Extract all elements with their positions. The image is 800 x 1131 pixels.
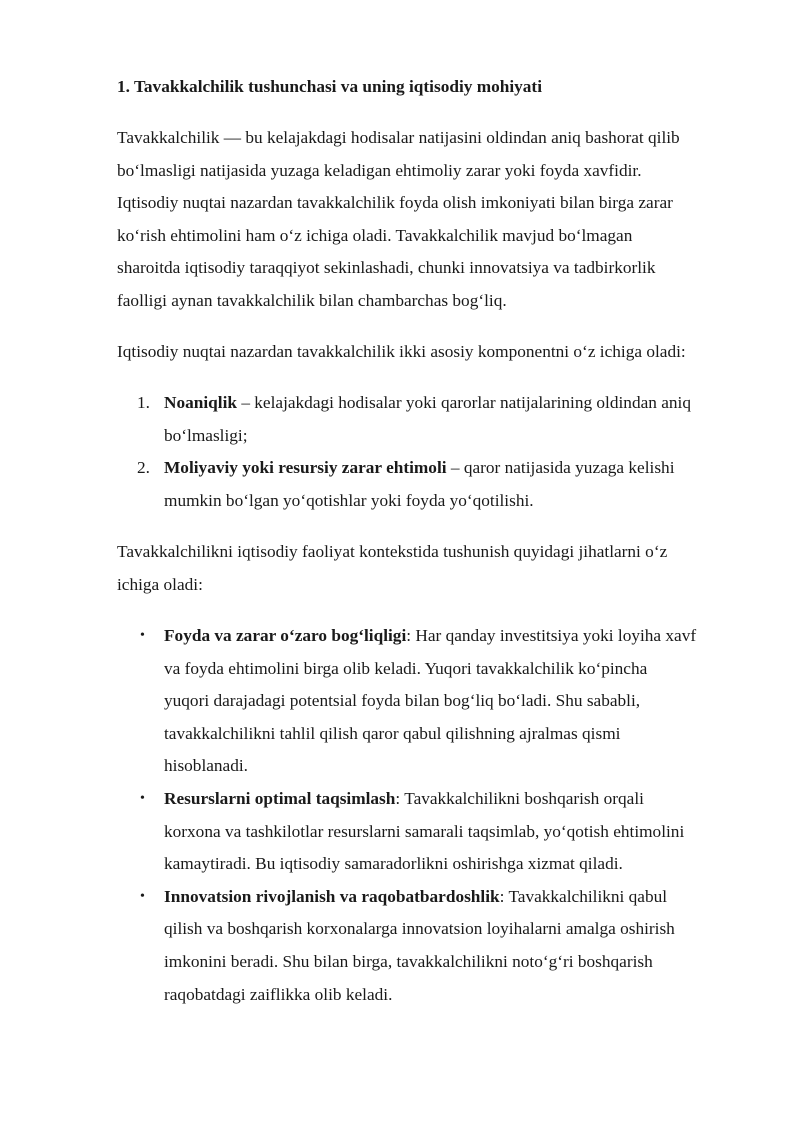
- text-line: koʻrish ehtimolini ham oʻz ichiga oladi. Tavakkalchilik mavjud boʻlmagan: [117, 225, 633, 245]
- text-line: Tavakkalchilikni iqtisodiy faoliyat kontekstida tushunish quyidagi jihatlarni oʻz: [117, 542, 668, 561]
- text-line: boʻlmasligi natijasida yuzaga keladigan ehtimoliy zarar yoki foyda xavfidir.: [117, 160, 642, 180]
- list-term: Moliyaviy yoki resursiy zarar ehtimoli: [164, 458, 447, 478]
- text-line: [164, 881, 696, 914]
- text-line: kamaytiradi. Bu iqtisodiy samaradorlikni oshirishga xizmat qiladi.: [164, 854, 623, 874]
- text-line: Tavakkalchilik — bu kelajakdagi hodisalar natijasini oldindan aniq bashorat qilib: [117, 128, 680, 147]
- text-line: Iqtisodiy nuqtai nazardan tavakkalchilik ikki asosiy komponentni oʻz ichiga oladi:: [117, 342, 686, 361]
- text-line: imkonini beradi. Shu bilan birga, tavakkalchilikni notoʻgʻri boshqarish: [164, 951, 653, 971]
- list-item: [117, 620, 696, 783]
- text-line: ichiga oladi:: [117, 574, 203, 594]
- list-number: 1.: [137, 393, 150, 412]
- text-line: hisoblanadi.: [164, 756, 248, 776]
- text-line: faolligi aynan tavakkalchilik bilan chambarchas bogʻliq.: [117, 290, 507, 310]
- bullet-icon: •: [140, 888, 145, 904]
- list-number: 2.: [137, 458, 150, 478]
- text-line: [164, 452, 691, 485]
- text-line: boʻlmasligi;: [164, 425, 248, 445]
- list-term: Foyda va zarar oʻzaro bogʻliqligi: [164, 626, 407, 645]
- text-line: [164, 620, 696, 653]
- bullet-icon: •: [140, 790, 145, 806]
- text-line: mumkin boʻlgan yoʻqotishlar yoki foyda yoʻqotilishi.: [164, 490, 534, 510]
- list-term: Noaniqlik: [164, 393, 237, 412]
- text-line: yuqori darajadagi potentsial foyda bilan bogʻliq boʻladi. Shu sababli,: [164, 691, 641, 711]
- list-item: [117, 452, 691, 517]
- components-intro-paragraph: [117, 336, 757, 369]
- aspects-intro-paragraph: [117, 536, 757, 601]
- list-item: [117, 783, 696, 881]
- text-line: korxona va tashkilotlar resurslarni samarali taqsimlab, yoʻqotish ehtimolini: [164, 821, 685, 841]
- text-line: [164, 387, 691, 420]
- text-line: qilish va boshqarish korxonalarga innovatsion loyihalarni amalga oshirish: [164, 919, 675, 939]
- list-text: : Tavakkalchilikni qabul: [499, 886, 668, 906]
- list-text: : Tavakkalchilikni boshqarish orqali: [395, 788, 644, 808]
- text-line: [164, 783, 696, 816]
- text-line: va foyda ehtimolini birga olib keladi. Yuqori tavakkalchilik koʻpincha: [164, 658, 648, 678]
- components-list: [117, 387, 691, 517]
- section-heading: 1. Tavakkalchilik tushunchasi va uning iqtisodiy mohiyati: [117, 77, 542, 96]
- list-item: [117, 387, 691, 452]
- text-line: tavakkalchilikni tahlil qilish qaror qabul qilishning ajralmas qismi: [164, 723, 621, 743]
- aspects-list: [117, 620, 696, 1011]
- text-line: raqobatdagi zaiflikka olib keladi.: [164, 984, 393, 1004]
- list-text: : Har qanday investitsiya yoki loyiha xavf: [406, 626, 697, 645]
- text-line: Iqtisodiy nuqtai nazardan tavakkalchilik foyda olish imkoniyati bilan birga zarar: [117, 193, 673, 213]
- list-item: [117, 881, 696, 1011]
- list-term: Resurslarni optimal taqsimlash: [164, 788, 396, 808]
- list-text: – kelajakdagi hodisalar yoki qarorlar natijalarining oldindan aniq: [237, 393, 691, 412]
- bullet-icon: •: [140, 628, 145, 643]
- text-line: sharoitda iqtisodiy taraqqiyot sekinlashadi, chunki innovatsiya va tadbirkorlik: [117, 258, 656, 278]
- list-term: Innovatsion rivojlanish va raqobatbardoshlik: [164, 886, 500, 906]
- intro-paragraph: [117, 122, 757, 318]
- list-text: – qaror natijasida yuzaga kelishi: [446, 458, 675, 478]
